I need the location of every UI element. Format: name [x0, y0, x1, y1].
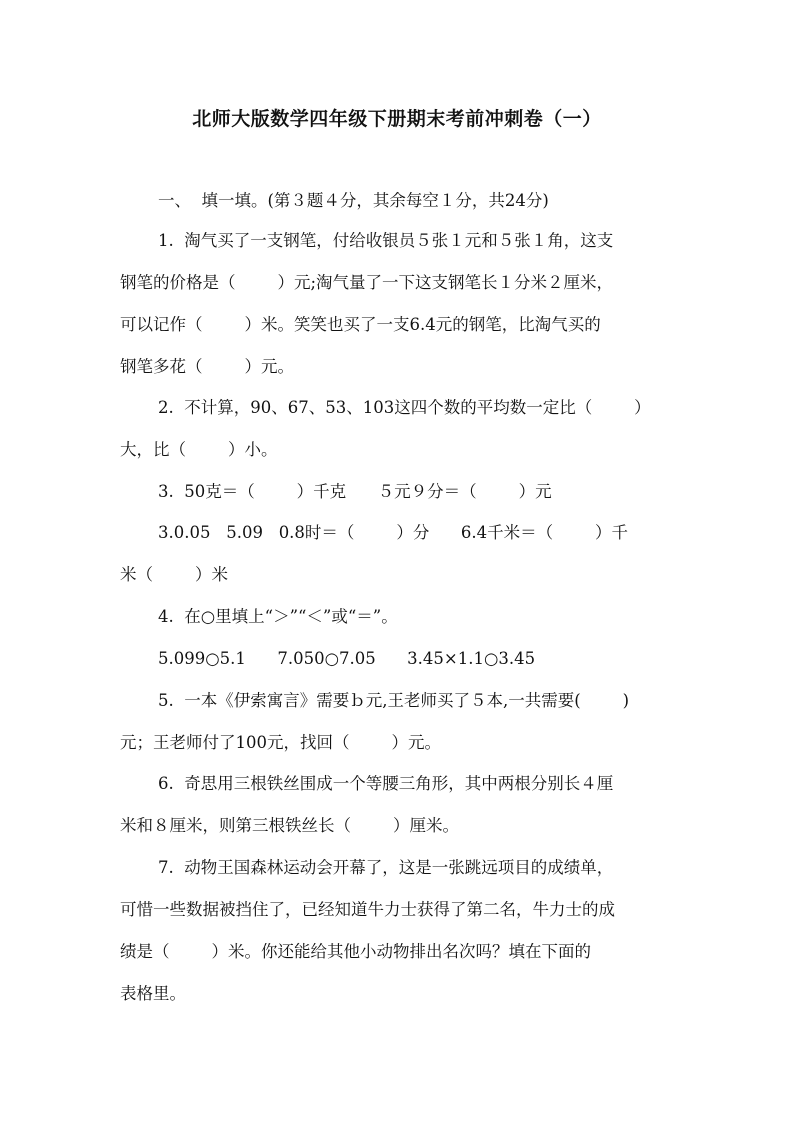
q1-line-1: 1. 淘气买了一支钢笔，付给收银员５张１元和５张１角，这支	[158, 231, 614, 250]
q7-line-2: 可惜一些数据被挡住了，已经知道牛力士获得了第二名，牛力士的成	[120, 900, 615, 919]
q2-line-2: 大，比（ ）小。	[120, 440, 278, 459]
q7-line-1: 7. 动物王国森林运动会开幕了，这是一张跳远项目的成绩单，	[158, 858, 614, 877]
q5-line-2: 元；王老师付了100元，找回（ ）元。	[120, 733, 441, 752]
q7-line-4: 表格里。	[120, 984, 186, 1003]
page-title: 北师大版数学四年级下册期末考前冲刺卷（一）	[192, 108, 602, 130]
q7-line-3: 绩是（ ）米。你还能给其他小动物排出名次吗？填在下面的	[120, 942, 591, 961]
q6-line-2: 米和８厘米，则第三根铁丝长（ ）厘米。	[120, 816, 459, 835]
q4-line-2: 5.099○5.1 7.050○7.05 3.45×1.1○3.45	[158, 649, 536, 668]
q3-line-2: 3.0.05 5.09 0.8时＝（ ）分 6.4千米＝（ ）千	[158, 523, 629, 542]
q1-line-2: 钢笔的价格是（ ）元;淘气量了一下这支钢笔长１分米２厘米，	[120, 273, 614, 292]
q1-line-3: 可以记作（ ）米。笑笑也买了一支6.4元的钢笔，比淘气买的	[120, 315, 601, 334]
q1-line-4: 钢笔多花（ ）元。	[120, 357, 294, 376]
q3-line-1: 3. 50克＝（ ）千克 ５元９分＝（ ）元	[158, 482, 552, 501]
q3-line-3: 米（ ）米	[120, 565, 228, 584]
section-heading: 一、 填一填。(第３题４分，其余每空１分，共24分)	[158, 191, 549, 210]
q5-line-1: 5. 一本《伊索寓言》需要ｂ元,王老师买了５本,一共需要( )	[158, 691, 630, 710]
q4-line-1: 4. 在○里填上“＞”“＜”或“＝”。	[158, 607, 398, 626]
q6-line-1: 6. 奇思用三根铁丝围成一个等腰三角形，其中两根分别长４厘	[158, 774, 614, 793]
q2-line-1: 2. 不计算，90、67、53、103这四个数的平均数一定比（ ）	[158, 398, 651, 417]
